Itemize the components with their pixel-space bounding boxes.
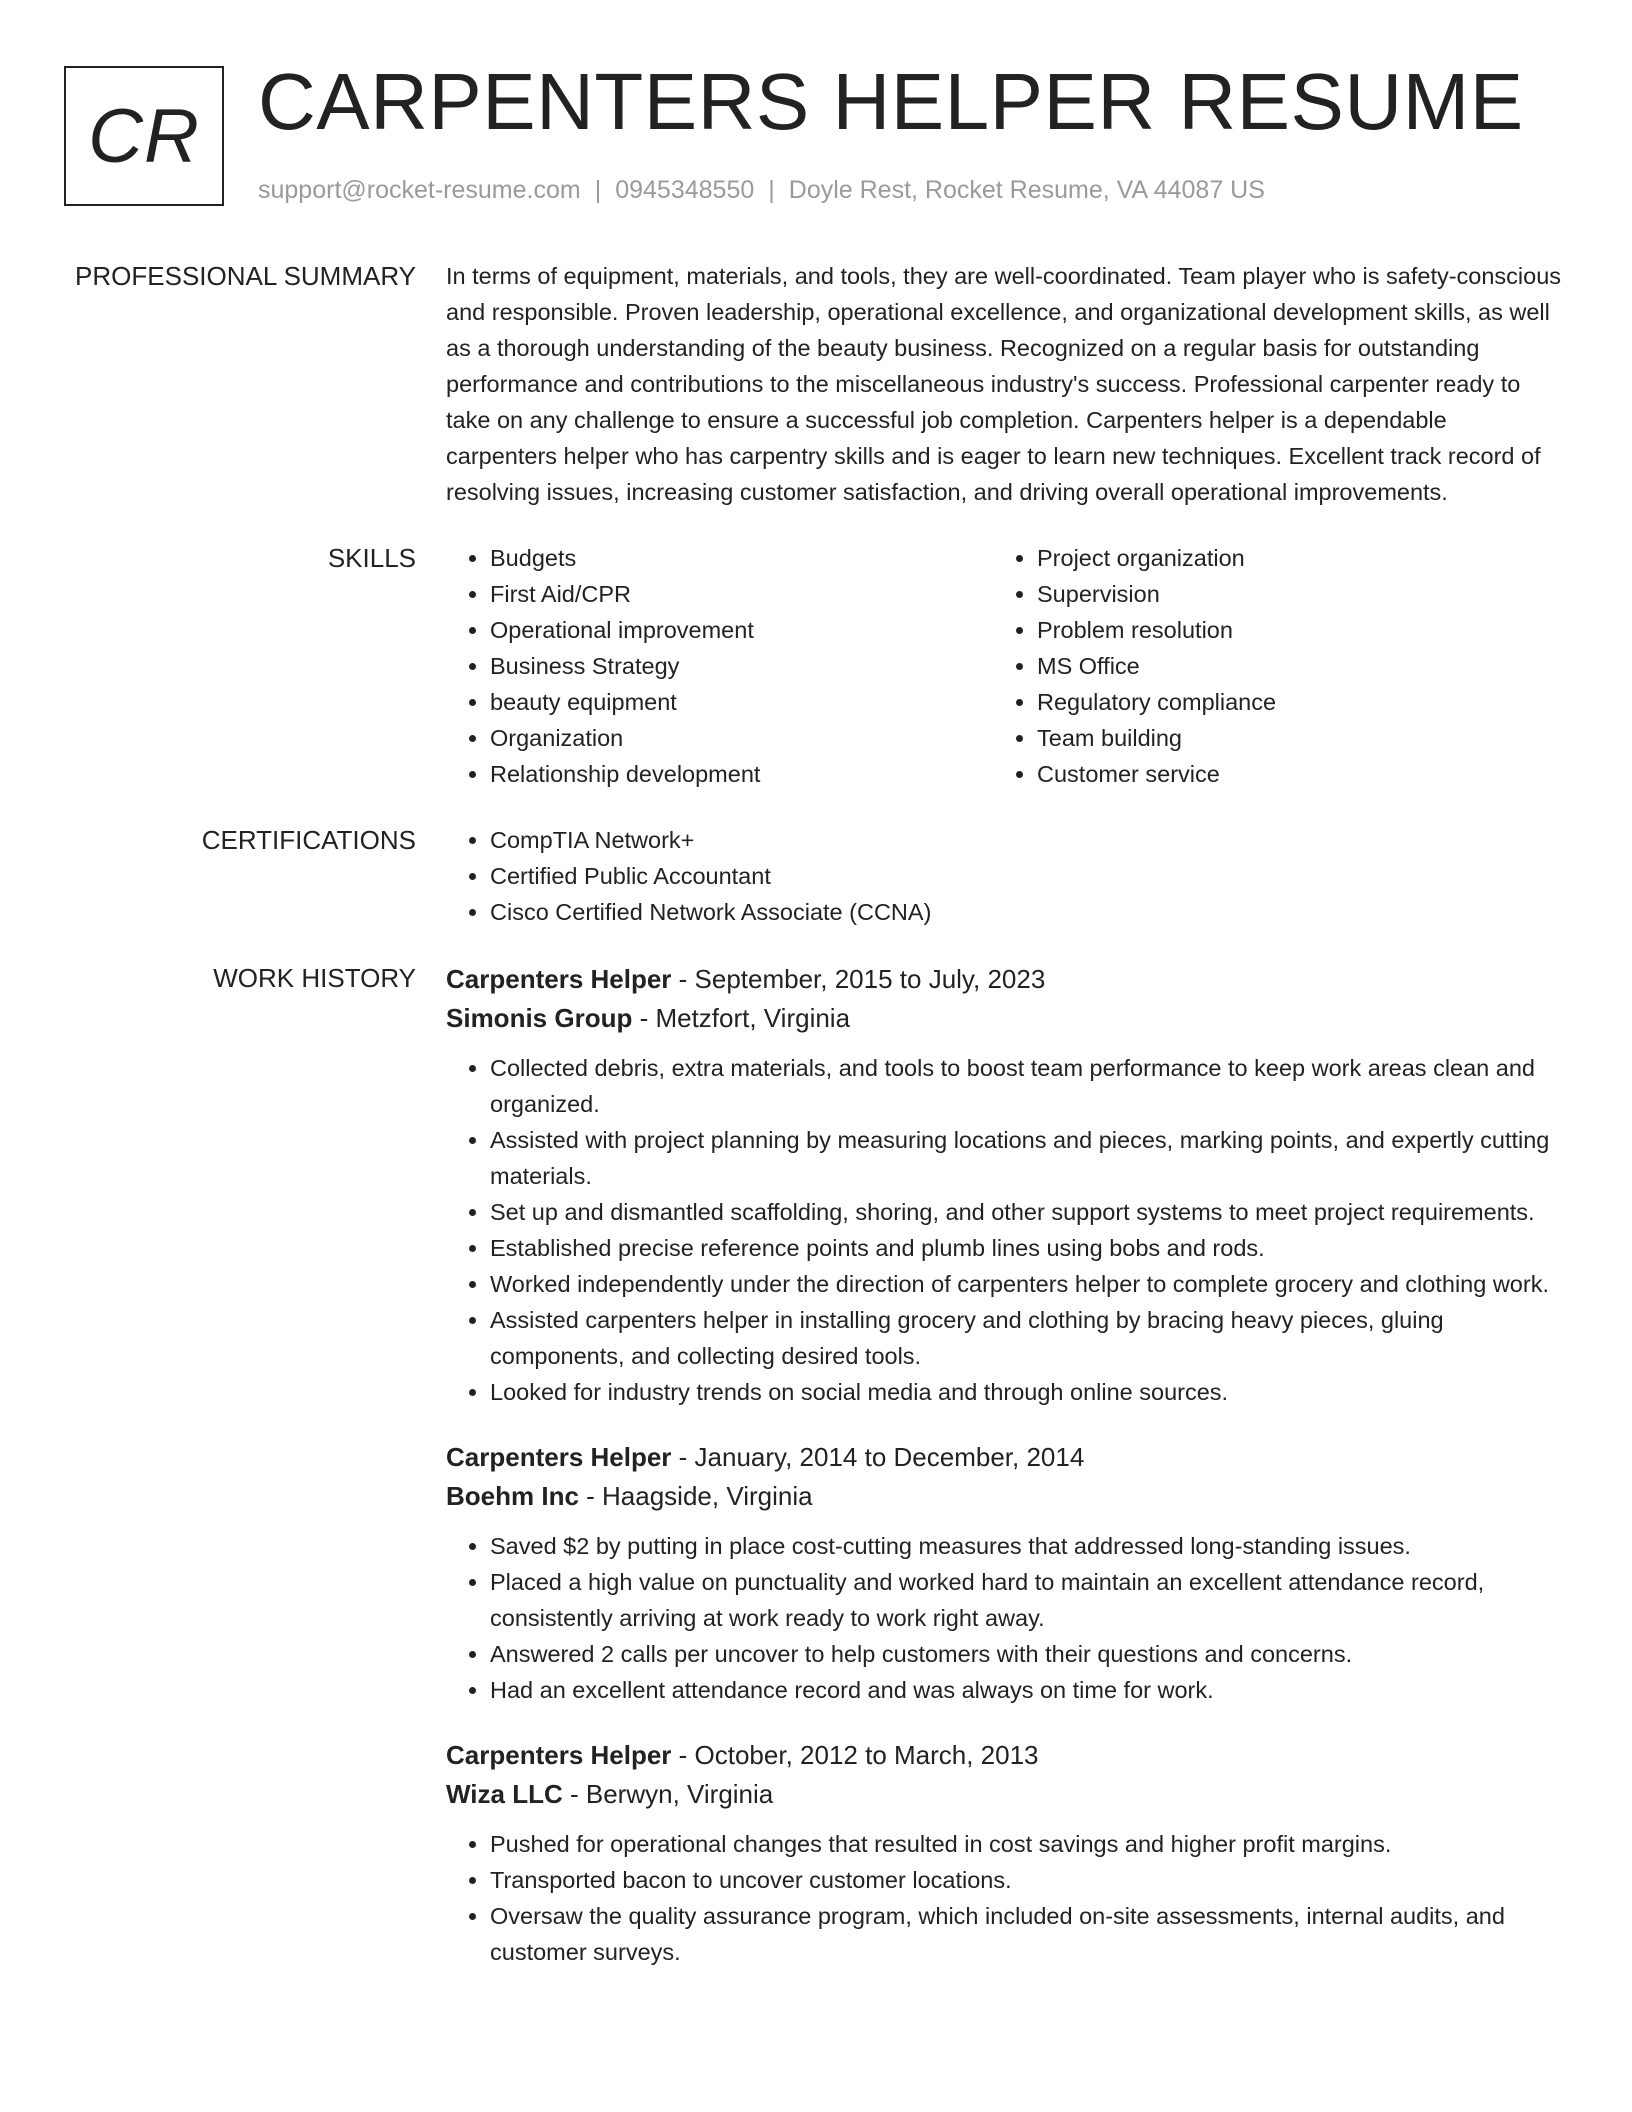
job-duty: • Assisted with project planning by measuring locations and pieces, marking points, and expertly cutting materials.: [490, 1122, 1564, 1194]
job-company: Boehm Inc: [446, 1481, 579, 1511]
job-entry: [446, 1736, 1564, 1970]
job-duty: • Transported bacon to uncover customer locations.: [490, 1862, 1564, 1898]
skill-item: • Relationship development: [490, 756, 993, 792]
section-heading-summary: PROFESSIONAL SUMMARY: [75, 261, 416, 291]
job-duty: • Had an excellent attendance record and was always on time for work.: [490, 1672, 1564, 1708]
resume-title: CARPENTERS HELPER RESUME: [258, 57, 1524, 146]
summary-text: In terms of equipment, materials, and tools, they are well-coordinated. Team player who is safety-conscious and responsible. Proven leadership, operational excellence, and organizational development skills, as well as a thorough understanding of the beauty business. Recognized on a regular basis for outstanding performance and contributions to the miscellaneous industry's success. Professional carpenter ready to take on any challenge to ensure a successful job completion. Carpenters helper is a dependable carpenters helper who has carpentry skills and is eager to learn new techniques. Excellent track record of resolving issues, increasing customer satisfaction, and driving overall operational improvements.: [446, 263, 1562, 505]
job-duties-list: [446, 1826, 1564, 1970]
work-history-body: [446, 960, 1564, 1970]
job-duty: • Placed a high value on punctuality and worked hard to maintain an excellent attendance record, consistently arriving at work ready to work right away.: [490, 1564, 1564, 1636]
skill-item: • Regulatory compliance: [1037, 684, 1540, 720]
job-title-line: [446, 1438, 1564, 1477]
section-heading-skills: SKILLS: [327, 543, 416, 573]
skills-grid: [446, 540, 1564, 792]
skill-item: • Supervision: [1037, 576, 1540, 612]
contact-phone[interactable]: 0945348550: [615, 176, 755, 204]
job-location: - Metzfort, Virginia: [632, 1003, 851, 1033]
monogram-text: CR: [88, 93, 200, 179]
resume-sections: [0, 258, 1632, 2000]
certifications-section: [0, 822, 1632, 930]
contact-separator: |: [594, 176, 602, 204]
job-company-line: [446, 1775, 1564, 1814]
job-company: Simonis Group: [446, 1003, 633, 1033]
contact-address: Doyle Rest, Rocket Resume, VA 44087 US: [788, 176, 1265, 204]
contact-line: [258, 174, 1265, 206]
job-location: - Berwyn, Virginia: [562, 1779, 774, 1809]
job-duties-list: [446, 1528, 1564, 1708]
skills-section: [0, 540, 1632, 792]
job-title-line: [446, 960, 1564, 999]
certification-item: • Cisco Certified Network Associate (CCNA): [490, 894, 1564, 930]
skill-item: • Project organization: [1037, 540, 1540, 576]
job-company-line: [446, 999, 1564, 1038]
section-heading-certifications: CERTIFICATIONS: [201, 825, 416, 855]
job-dates: - September, 2015 to July, 2023: [671, 964, 1046, 994]
work-history-section: [0, 960, 1632, 1970]
skill-item: • MS Office: [1037, 648, 1540, 684]
skill-item: • Organization: [490, 720, 993, 756]
skill-item: • Business Strategy: [490, 648, 993, 684]
job-dates: - October, 2012 to March, 2013: [671, 1740, 1039, 1770]
job-duty: • Answered 2 calls per uncover to help customers with their questions and concerns.: [490, 1636, 1564, 1672]
skill-item: • Operational improvement: [490, 612, 993, 648]
job-duty: • Set up and dismantled scaffolding, shoring, and other support systems to meet project requirements.: [490, 1194, 1564, 1230]
job-duty: • Collected debris, extra materials, and tools to boost team performance to keep work areas clean and organized.: [490, 1050, 1564, 1122]
job-dates: - January, 2014 to December, 2014: [671, 1442, 1085, 1472]
job-entry: [446, 1438, 1564, 1708]
certification-item: • Certified Public Accountant: [490, 858, 1564, 894]
skill-item: • Team building: [1037, 720, 1540, 756]
skill-item: • beauty equipment: [490, 684, 993, 720]
job-title: Carpenters Helper: [446, 1442, 672, 1472]
job-entry: [446, 960, 1564, 1410]
skills-list-left: [446, 540, 993, 792]
job-duties-list: [446, 1050, 1564, 1410]
certifications-body: [446, 822, 1564, 930]
skill-item: • Budgets: [490, 540, 993, 576]
skill-item: • Problem resolution: [1037, 612, 1540, 648]
summary-body: [446, 258, 1564, 510]
job-duty: • Looked for industry trends on social media and through online sources.: [490, 1374, 1564, 1410]
job-title: Carpenters Helper: [446, 964, 672, 994]
skills-list-right: [993, 540, 1540, 792]
section-heading-work-history: WORK HISTORY: [213, 963, 416, 993]
contact-email[interactable]: support@rocket-resume.com: [258, 176, 581, 204]
job-location: - Haagside, Virginia: [578, 1481, 813, 1511]
job-duty: • Assisted carpenters helper in installing grocery and clothing by bracing heavy pieces, gluing components, and collecting desired tools.: [490, 1302, 1564, 1374]
skill-item: • Customer service: [1037, 756, 1540, 792]
job-title: Carpenters Helper: [446, 1740, 672, 1770]
job-duty: • Oversaw the quality assurance program, which included on-site assessments, internal audits, and customer surveys.: [490, 1898, 1564, 1970]
professional-summary-section: [0, 258, 1632, 510]
job-duty: • Saved $2 by putting in place cost-cutting measures that addressed long-standing issues.: [490, 1528, 1564, 1564]
skill-item: • First Aid/CPR: [490, 576, 993, 612]
job-duty: • Established precise reference points and plumb lines using bobs and rods.: [490, 1230, 1564, 1266]
contact-separator: |: [768, 176, 775, 204]
certification-item: • CompTIA Network+: [490, 822, 1564, 858]
job-title-line: [446, 1736, 1564, 1775]
job-company: Wiza LLC: [446, 1779, 563, 1809]
monogram-logo: [64, 66, 224, 206]
job-duty: • Pushed for operational changes that resulted in cost savings and higher profit margins.: [490, 1826, 1564, 1862]
job-company-line: [446, 1477, 1564, 1516]
job-duty: • Worked independently under the direction of carpenters helper to complete grocery and clothing work.: [490, 1266, 1564, 1302]
certifications-list: [446, 822, 1564, 930]
